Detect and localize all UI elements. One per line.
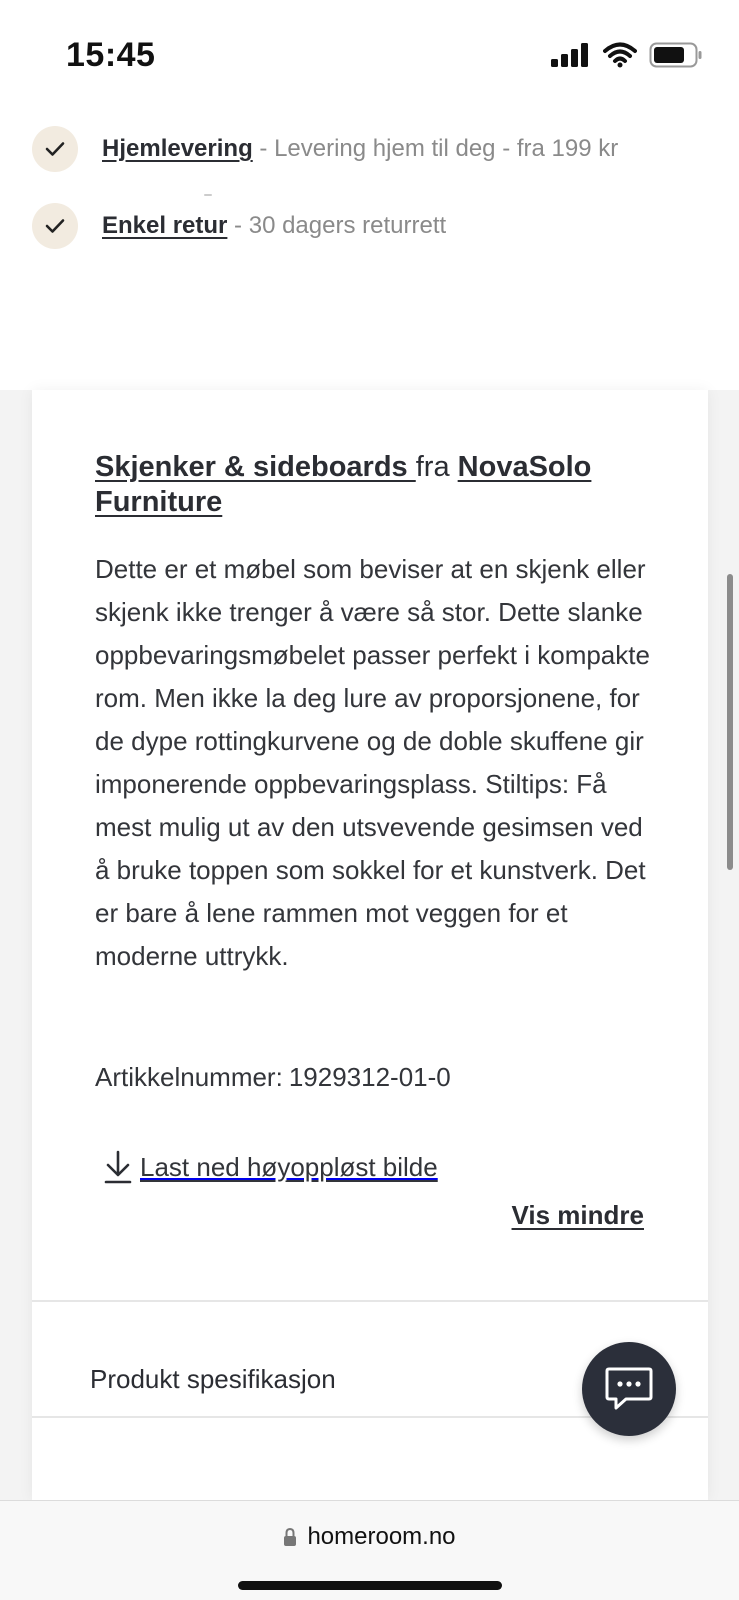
usp-text [102,212,446,240]
from-text: fra [415,451,450,483]
spec-label: Produkt spesifikasjon [90,1364,336,1394]
lock-icon [283,1527,297,1547]
check-icon [32,203,78,249]
usp-row-delivery [32,126,618,172]
usp-description: - Levering hjem til deg - fra 199 kr [252,135,619,162]
check-icon [32,126,78,172]
download-label: Last ned høyoppløst bilde [140,1151,438,1182]
scroll-remnant [204,194,212,196]
status-time: 15:45 [66,36,156,74]
category-link[interactable]: Skjenker & sideboards [95,451,416,483]
article-number: 1929312-01-0 [288,1062,451,1092]
battery-icon [649,42,703,68]
brand-link[interactable]: NovaSolo Furniture [95,451,592,518]
divider [32,1300,708,1302]
download-icon [104,1150,132,1184]
product-description-card [32,390,708,1500]
usp-link-delivery[interactable]: Hjemlevering [102,135,253,162]
status-icons [551,42,703,68]
address-field[interactable] [0,1523,739,1551]
scrollbar[interactable] [727,574,733,870]
chat-button[interactable] [582,1342,676,1436]
usp-text [102,135,618,163]
product-heading [95,450,655,520]
usp-row-return [32,203,446,249]
usp-section [0,100,739,390]
home-indicator[interactable] [238,1581,502,1590]
url-text: homeroom.no [307,1523,456,1550]
product-description: Dette er et møbel som beviser at en skjenk eller skjenk ikke trenger å være så stor. Dette slanke oppbevaringsmøbelet passer perfekt i kompakte rom. Men ikke la deg lure av proporsjonene, for de dype rottingkurvene og de doble skuffene gir imponerende oppbevaringsplass. Stiltips: Få mest mulig ut av den utsvevende gesimsen ved å bruke toppen som sokkel for et kunstverk. Det er bare å lene rammen mot veggen for et moderne uttrykk. [95,554,650,971]
chat-bubble-icon [604,1366,654,1412]
wifi-icon [603,42,637,68]
download-image-link[interactable] [104,1150,438,1184]
status-bar [0,0,739,100]
usp-link-return[interactable]: Enkel retur [102,212,228,239]
usp-description: - 30 dagers returrett [227,212,447,239]
article-number-row [95,1062,451,1093]
show-less-button[interactable]: Vis mindre [511,1200,644,1230]
signal-icon [551,43,591,67]
article-label: Artikkelnummer: [95,1062,283,1092]
browser-address-bar [0,1500,739,1600]
